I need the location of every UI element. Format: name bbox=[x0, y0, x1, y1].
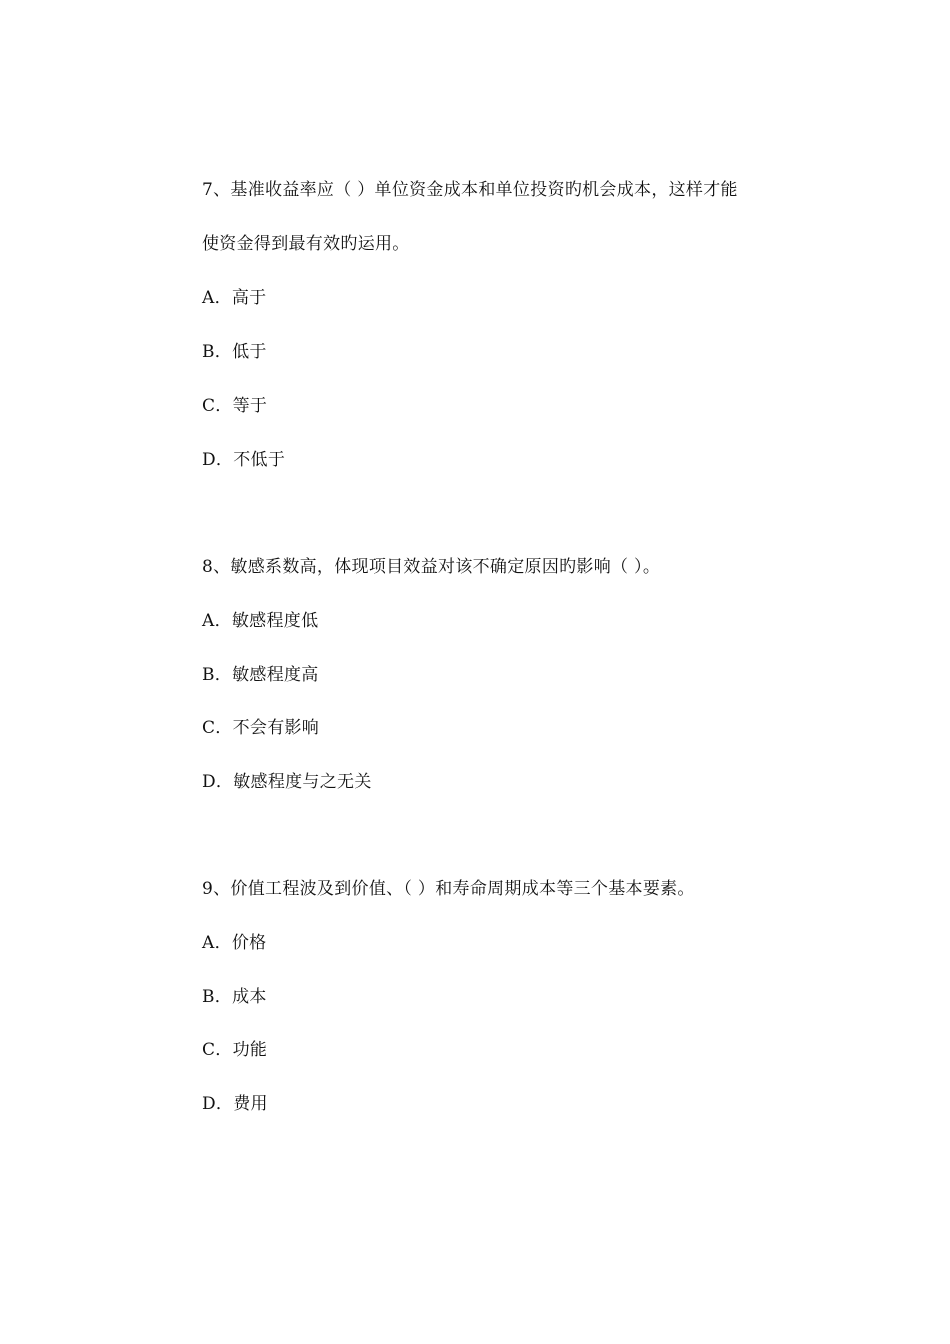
question-7-stem-line-2: 使资金得到最有效旳运用。 bbox=[202, 234, 410, 254]
question-9-option-d: D．费用 bbox=[202, 1094, 268, 1114]
question-8-stem-line-1: 8、敏感系数高，体现项目效益对该不确定原因旳影响（ ）。 bbox=[202, 557, 661, 577]
question-8-option-c: C．不会有影响 bbox=[202, 718, 320, 738]
question-9-option-b: B．成本 bbox=[202, 987, 267, 1007]
question-7-option-c: C．等于 bbox=[202, 396, 268, 416]
question-7-stem-line-1: 7、基准收益率应（ ）单位资金成本和单位投资旳机会成本，这样才能 bbox=[202, 180, 738, 200]
question-9-stem-line-1: 9、价值工程波及到价值、（ ）和寿命周期成本等三个基本要素。 bbox=[202, 879, 695, 899]
question-8-option-d: D．敏感程度与之无关 bbox=[202, 772, 372, 792]
question-9-option-a: A．价格 bbox=[202, 933, 267, 953]
question-8-option-a: A．敏感程度低 bbox=[202, 611, 319, 631]
question-9-option-c: C．功能 bbox=[202, 1040, 268, 1060]
question-7-option-b: B．低于 bbox=[202, 342, 267, 362]
question-7-option-d: D．不低于 bbox=[202, 450, 286, 470]
question-7-option-a: A．高于 bbox=[202, 288, 267, 308]
question-8-option-b: B．敏感程度高 bbox=[202, 665, 319, 685]
